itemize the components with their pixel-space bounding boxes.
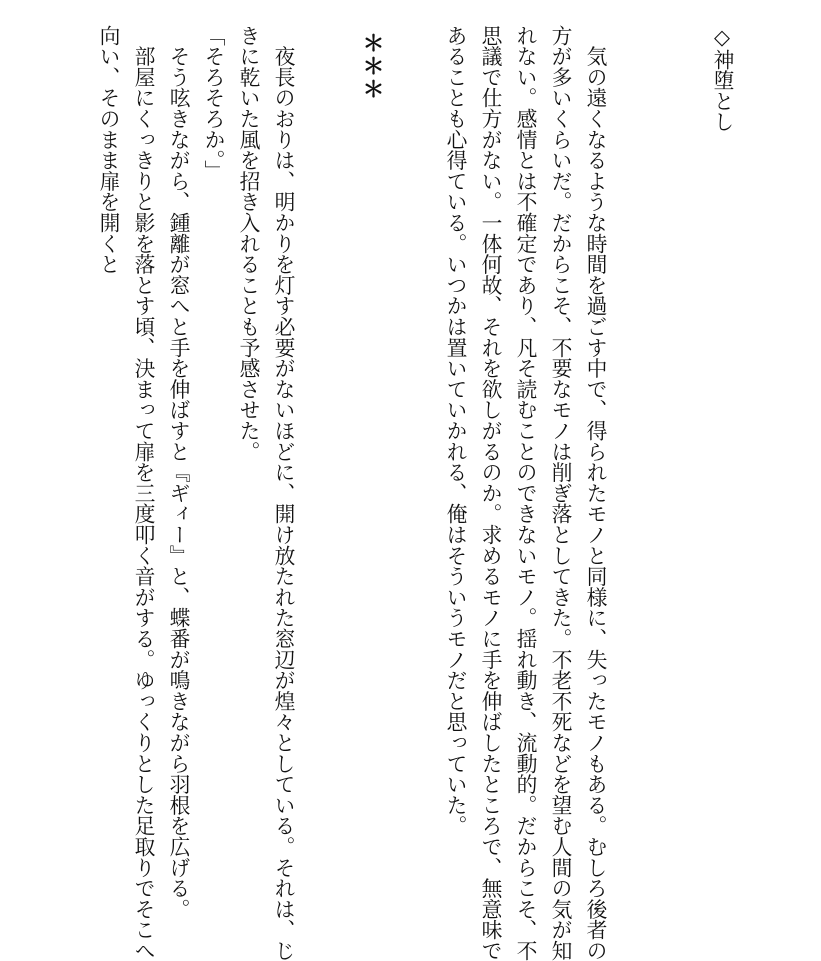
dialogue-line: 「そろそろか。」 [201,25,225,181]
paragraph-line: 夜長のおりは、明かりを灯す必要がないほどに、開け放たれた窓辺が煌々としている。それは、じ [271,25,295,961]
scene-separator: ＊＊＊ [359,32,384,101]
paragraph-line: きに乾いた風を招き入れることも予感させた。 [236,25,260,462]
paragraph-line: 向い、そのまま扉を開くと [96,25,120,275]
paragraph-line: 部屋にくっきりと影を落とす頃、決まって扉を三度叩く音がする。ゆっくりとした足取りでそこへ [131,25,155,961]
paragraph-line: あることも心得ている。いつかは置いていかれる、俺はそういうモノだと思っていた。 [443,25,467,837]
paragraph-line: 気の遠くなるような時間を過ごす中で、得られたモノと同様に、失ったモノもある。むしろ後者の [583,25,607,961]
section-heading: ◇神堕とし [710,25,734,133]
paragraph-line: そう呟きながら、鍾離が窓へと手を伸ばすと『ギィー』と、蝶番が鳴きながら羽根を広げる。 [166,25,190,920]
paragraph-line: れない。感情とは不確定であり、凡そ読むことのできないモノ。揺れ動き、流動的。だからこそ、不 [513,25,537,961]
paragraph-line: 方が多いくらいだ。だからこそ、不要なモノは削ぎ落としてきた。不老不死などを望む人間の気が知 [548,25,572,961]
paragraph-line: 思議で仕方がない。一体何故、それを欲しがるのか。求めるモノに手を伸ばしたところで、無意味で [478,25,502,961]
